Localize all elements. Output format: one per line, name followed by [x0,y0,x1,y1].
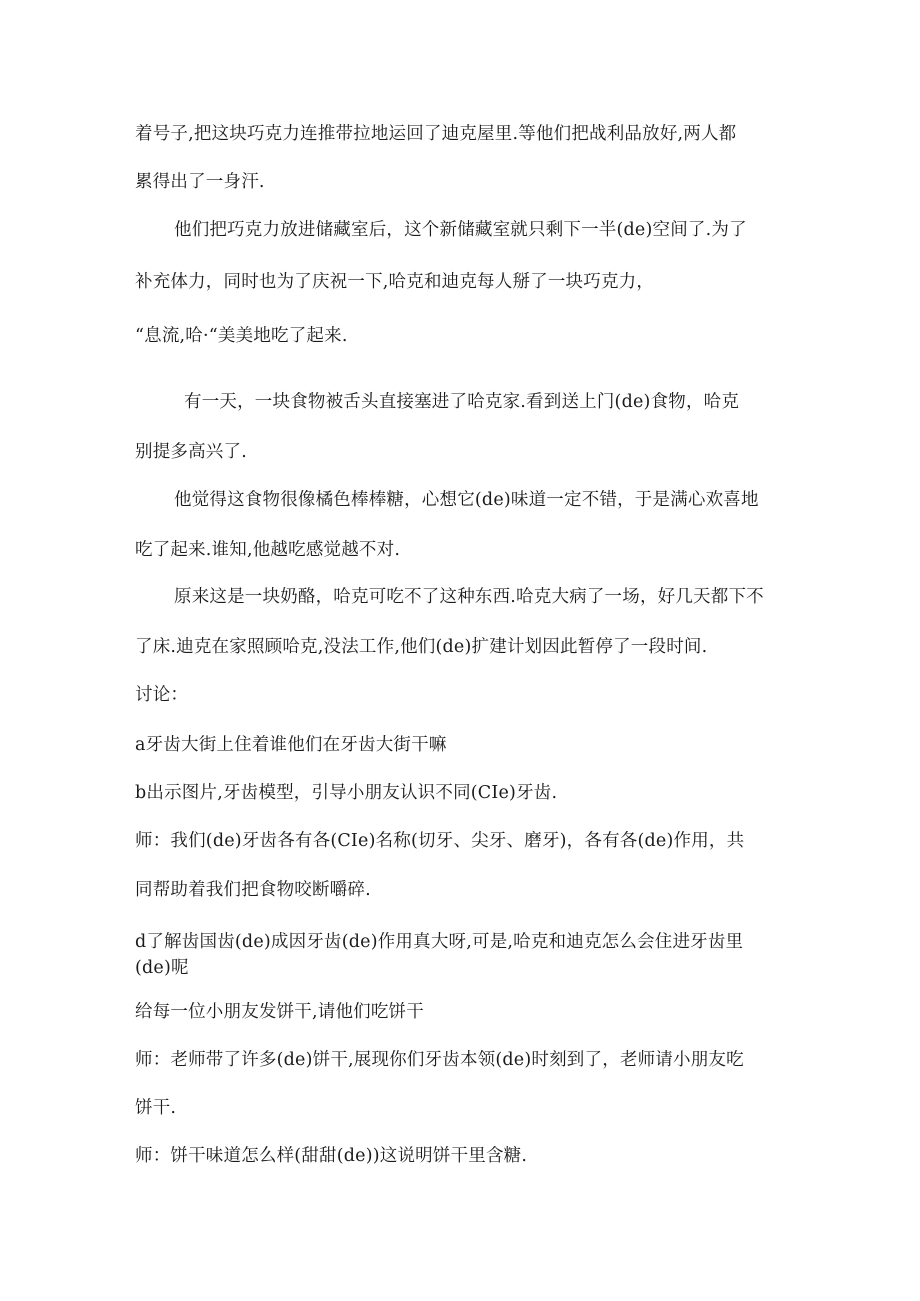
text-line-8: 他觉得这食物很像橘色棒棒糖，心想它(de)味道一定不错，于是满心欢喜地 [174,490,759,510]
text-line-21: 饼干. [135,1098,177,1118]
text-line-15: 师：我们(de)牙齿各有各(CIe)名称(切牙、尖牙、磨牙)，各有各(de)作用，共 [135,831,745,851]
text-line-22: 师：饼干味道怎么样(甜甜(de))这说明饼干里含糖. [135,1146,528,1166]
text-line-1: 着号子,把这块巧克力连推带拉地运回了迪克屋里.等他们把战利品放好,两人都 [135,124,737,144]
text-line-7: 别提多高兴了. [135,442,247,462]
text-line-19: 给每一位小朋友发饼干,请他们吃饼干 [135,1002,424,1022]
text-line-12: 讨论： [135,685,189,705]
text-line-10: 原来这是一块奶酪，哈克可吃不了这种东西.哈克大病了一场，好几天都下不 [174,587,764,607]
text-line-3: 他们把巧克力放进储藏室后，这个新储藏室就只剩下一半(de)空间了.为了 [174,220,747,240]
text-line-5: “息流,哈·“美美地吃了起来. [135,326,348,346]
text-line-17: d了解齿国齿(de)成因牙齿(de)作用真大呀,可是,哈克和迪克怎么会住进牙齿里 [135,932,744,952]
text-line-2: 累得出了一身汗. [135,172,265,192]
text-line-6: 有一天，一块食物被舌头直接塞进了哈克家.看到送上门(de)食物，哈克 [184,392,740,412]
text-line-14: b出示图片,牙齿模型，引导小朋友认识不同(CIe)牙齿. [135,783,558,803]
text-line-9: 吃了起来.谁知,他越吃感觉越不对. [135,540,401,560]
text-line-16: 同帮助着我们把食物咬断嚼碎. [135,880,371,900]
text-line-13: a牙齿大街上住着谁他们在牙齿大街干嘛 [135,735,447,755]
text-line-4: 补充体力，同时也为了庆祝一下,哈克和迪克每人掰了一块巧克力， [135,272,655,292]
text-line-20: 师：老师带了许多(de)饼干,展现你们牙齿本领(de)时刻到了，老师请小朋友吃 [135,1050,744,1070]
text-line-11: 了床.迪克在家照顾哈克,没法工作,他们(de)扩建计划因此暂停了一段时间. [135,637,708,657]
text-line-18: (de)呢 [135,958,189,978]
